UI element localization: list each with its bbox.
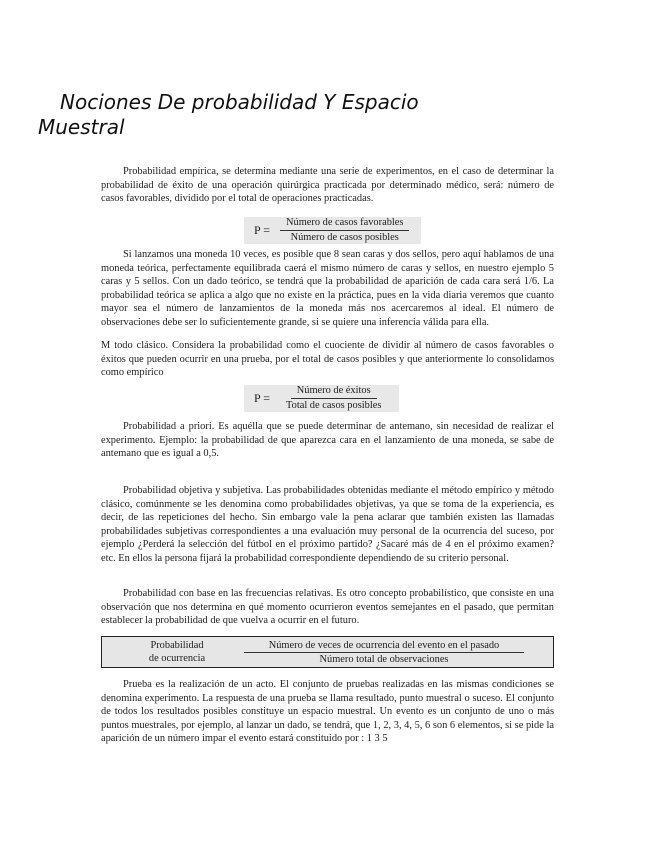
formula-fraction xyxy=(280,217,421,244)
formula-lhs-line2: de ocurrencia xyxy=(148,653,206,664)
formula-empirica xyxy=(244,217,421,244)
formula-numerator: Número de casos favorables xyxy=(280,217,409,231)
paragraph-metodo-clasico: M todo clásico. Considera la probabilidad como el cuociente de dividir al número de casos favorables o éxitos que pueden ocurrir en una prueba, por el total de casos posibles y que anteriormente lo consolidamos como empírico xyxy=(101,340,554,379)
paragraph-probabilidad-empirica: Probabilidad empírica, se determina mediante una serie de experimentos, en el caso de determinar la probabilidad de éxito de una operación quirúrgica practicada por determinado médico, será: número de casos favorables, dividido por el total de operaciones practicadas. xyxy=(101,166,554,205)
formula-lhs: P = xyxy=(254,391,270,405)
formula-lhs-line1: Probabilidad xyxy=(150,640,204,651)
paragraph-probabilidad-a-priori: Probabilidad a priori. Es aquélla que se puede determinar de antemano, sin necesidad de realizar el experimento. Ejemplo: la probabilidad de que aparezca cara en el lanzamiento de una moneda, se sabe de antemano que es igual a 0,5. xyxy=(101,421,554,460)
paragraph-espacio-muestral: Prueba es la realización de un acto. El conjunto de pruebas realizadas en las mismas condiciones se denomina experimento. La respuesta de una prueba se llama resultado, punto muestral o suceso. El conjunto de todos los resultados posibles constituye un espacio muestral. Un evento es un conjunto de uno o más puntos muestrales, por ejemplo, al lanzar un dado, se tendrá, que 1, 2, 3, 4, 5, 6 son 6 elementos, si se pide la aparición de un número impar el evento estará constituido por : 1 3 5 xyxy=(101,679,554,745)
paragraph-frecuencias-relativas: Probabilidad con base en las frecuencias relativas. Es otro concepto probabilístico, que consiste en una observación que nos determina en qué momento ocurrieron eventos semejantes en el pasado, que permitan establecer la probabilidad de que vuelva a ocurrir en el futuro. xyxy=(101,588,554,627)
formula-clasica xyxy=(244,385,399,412)
paragraph-objetiva-subjetiva: Probabilidad objetiva y subjetiva. Las probabilidades obtenidas mediante el método empírico y método clásico, comúnmente se les denomina como probabilidades objetivas, ya que se toma de la experiencia, es decir, de las repeticiones del hecho. Sin embargo vale la pena aclarar que también existen las llamadas probabilidades subjetivas correspondientes a una evaluación muy personal de la ocurrencia del suceso, por ejemplo ¿Perderá la selección del fútbol en el próximo partido? ¿Sacaré más de 4 en el próximo examen? etc. En ellos la persona fijará la probabilidad correspondiente dependiendo de su criterio personal. xyxy=(101,485,554,564)
formula-fraction xyxy=(280,385,399,412)
formula-denominator: Número de casos posibles xyxy=(290,232,399,243)
formula-lhs xyxy=(132,639,222,665)
formula-denominator: Número total de observaciones xyxy=(319,654,449,665)
paragraph-moneda-teorica: Si lanzamos una moneda 10 veces, es posible que 8 sean caras y dos sellos, pero aquí hablamos de una moneda teórica, perfectamente equilibrada caerá el mismo número de caras y sellos, en nuestro ejemplo 5 caras y 5 sellos. Con un dado teórico, se tendrá que la probabilidad de aparición de cada cara será 1/6. La probabilidad teórica se aplica a algo que no existe en la práctica, pues en la vida diaria veremos que cuanto mayor sea el número de lanzamientos de la moneda más nos acercaremos al ideal. El número de observaciones debe ser lo suficientemente grande, si se quiere una inferencia válida para ella. xyxy=(101,249,554,328)
formula-numerator: Número de éxitos xyxy=(291,385,377,399)
formula-frecuencia-relativa xyxy=(101,636,554,668)
formula-numerator: Número de veces de ocurrencia del evento en el pasado xyxy=(244,639,524,653)
formula-denominator: Total de casos posibles xyxy=(286,400,382,411)
page-title: Nociones De probabilidad Y Espacio Muestral xyxy=(38,90,419,139)
formula-lhs: P = xyxy=(254,223,270,237)
formula-fraction xyxy=(244,639,524,666)
